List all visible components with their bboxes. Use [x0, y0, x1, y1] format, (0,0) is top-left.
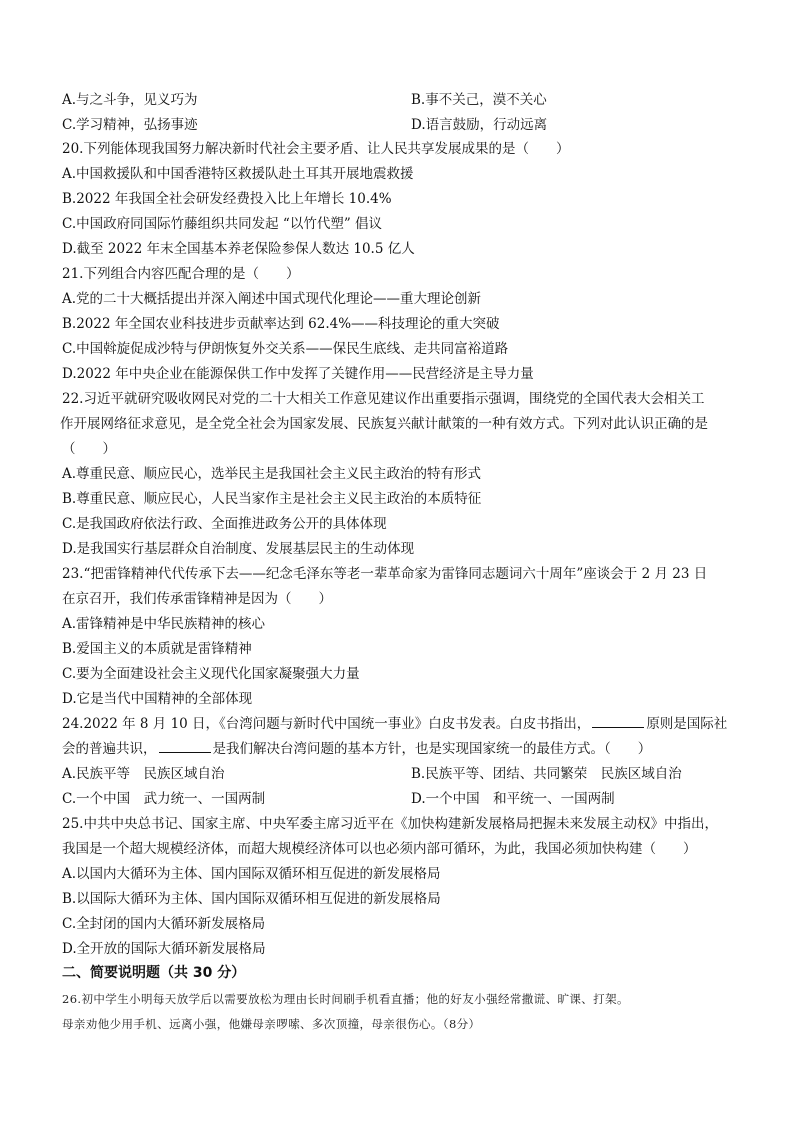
- q24-option-d: D.一个中国 和平统一、一国两制: [411, 791, 615, 807]
- section-heading: 二、简要说明题（共 30 分）: [62, 965, 246, 981]
- q24-option-b: B.民族平等、团结、共同繁荣 民族区域自治: [411, 766, 682, 782]
- q23-option-d: D.它是当代中国精神的全部体现: [62, 691, 253, 707]
- q22-option-b: B.尊重民意、顺应民心，人民当家作主是社会主义民主政治的本质特征: [62, 491, 482, 507]
- q22-option-c: C.是我国政府依法行政、全面推进政务公开的具体体现: [62, 516, 387, 532]
- q24-option-c: C.一个中国 武力统一、一国两制: [62, 791, 266, 807]
- q19-option-a: A.与之斗争，见义巧为: [62, 92, 198, 108]
- q22-stem-line2: 作开展网络征求意见，是全党全社会为国家发展、民族复兴献计献策的一种有效方式。下列对此认识正确的是: [60, 416, 708, 432]
- q23-option-a: A.雷锋精神是中华民族精神的核心: [62, 616, 266, 632]
- q25-option-b: B.以国际大循环为主体、国内国际双循环相互促进的新发展格局: [62, 891, 441, 907]
- q25-stem-line1: 25.中共中央总书记、国家主席、中央军委主席习近平在《加快构建新发展格局把握未来发展主动权》中指出，: [62, 816, 718, 832]
- q19-option-c: C.学习精神，弘扬事迹: [62, 117, 198, 133]
- q20-option-d: D.截至 2022 年末全国基本养老保险参保人数达 10.5 亿人: [62, 241, 415, 257]
- answer-blank: [592, 715, 644, 728]
- q23-stem-line1: 23.“把雷锋精神代代传承下去——纪念毛泽东等老一辈革命家为雷锋同志题词六十周年”座谈会于 2 月 23 日: [62, 566, 708, 582]
- q22-stem-line1: 22.习近平就研究吸收网民对党的二十大相关工作意见建议作出重要指示强调，围绕党的全国代表大会相关工: [62, 391, 705, 407]
- q20-option-c: C.中国政府同国际竹藤组织共同发起 “以竹代塑” 倡议: [62, 216, 383, 232]
- q24-stem-line1: [62, 715, 727, 733]
- q23-stem-line2: 在京召开，我们传承雷锋精神是因为（ ）: [62, 591, 332, 607]
- q23-option-b: B.爱国主义的本质就是雷锋精神: [62, 641, 252, 657]
- q21-option-d: D.2022 年中央企业在能源保供工作中发挥了关键作用——民营经济是主导力量: [62, 366, 534, 382]
- q21-stem: 21.下列组合内容匹配合理的是（ ）: [62, 266, 300, 282]
- q26-line1: 26.初中学生小明每天放学后以需要放松为理由长时间刷手机看直播；他的好友小强经常撒谎、旷课、打架。: [62, 992, 629, 1006]
- q21-option-a: A.党的二十大概括提出并深入阐述中国式现代化理论——重大理论创新: [62, 291, 482, 307]
- q23-option-c: C.要为全面建设社会主义现代化国家凝聚强大力量: [62, 666, 360, 682]
- q22-option-d: D.是我国实行基层群众自治制度、发展基层民主的生动体现: [62, 541, 415, 557]
- q24-stem-line1-part1: 24.2022 年 8 月 10 日，《台湾问题与新时代中国统一事业》白皮书发表。白皮书指出，: [62, 716, 591, 732]
- q21-option-b: B.2022 年全国农业科技进步贡献率达到 62.4%——科技理论的重大突破: [62, 316, 500, 332]
- q19-option-d: D.语言鼓励，行动远离: [411, 117, 548, 133]
- q24-option-a: A.民族平等 民族区域自治: [62, 766, 225, 782]
- q25-stem-line2: 我国是一个超大规模经济体，而超大规模经济体可以也必须内部可循环，为此，我国必须加快构建（ ）: [62, 841, 697, 857]
- q20-stem: 20.下列能体现我国努力解决新时代社会主要矛盾、让人民共享发展成果的是（ ）: [62, 141, 570, 157]
- q25-option-d: D.全开放的国际大循环新发展格局: [62, 941, 266, 957]
- q26-line2: 母亲劝他少用手机、远离小强，他嫌母亲啰嗦、多次顶撞，母亲很伤心。（8分）: [62, 1017, 481, 1031]
- q24-stem-line2-part1: 会的普遍共识，: [62, 741, 157, 757]
- q24-stem-line2: [62, 740, 651, 758]
- q20-option-b: B.2022 年我国全社会研发经费投入比上年增长 10.4%: [62, 191, 392, 207]
- q25-option-a: A.以国内大循环为主体、国内国际双循环相互促进的新发展格局: [62, 866, 441, 882]
- q19-option-b: B.事不关己，漠不关心: [411, 92, 547, 108]
- q22-option-a: A.尊重民意、顺应民心，选举民主是我国社会主义民主政治的特有形式: [62, 466, 482, 482]
- q22-stem-line3: （ ）: [62, 441, 116, 457]
- q25-option-c: C.全封闭的国内大循环新发展格局: [62, 916, 266, 932]
- q20-option-a: A.中国救援队和中国香港特区救援队赴土耳其开展地震救援: [62, 166, 414, 182]
- q24-stem-line2-part2: 是我们解决台湾问题的基本方针，也是实现国家统一的最佳方式。（ ）: [212, 741, 652, 757]
- answer-blank: [159, 740, 211, 753]
- q24-stem-line1-part2: 原则是国际社: [646, 716, 728, 732]
- q21-option-c: C.中国斡旋促成沙特与伊朗恢复外交关系——保民生底线、走共同富裕道路: [62, 341, 509, 357]
